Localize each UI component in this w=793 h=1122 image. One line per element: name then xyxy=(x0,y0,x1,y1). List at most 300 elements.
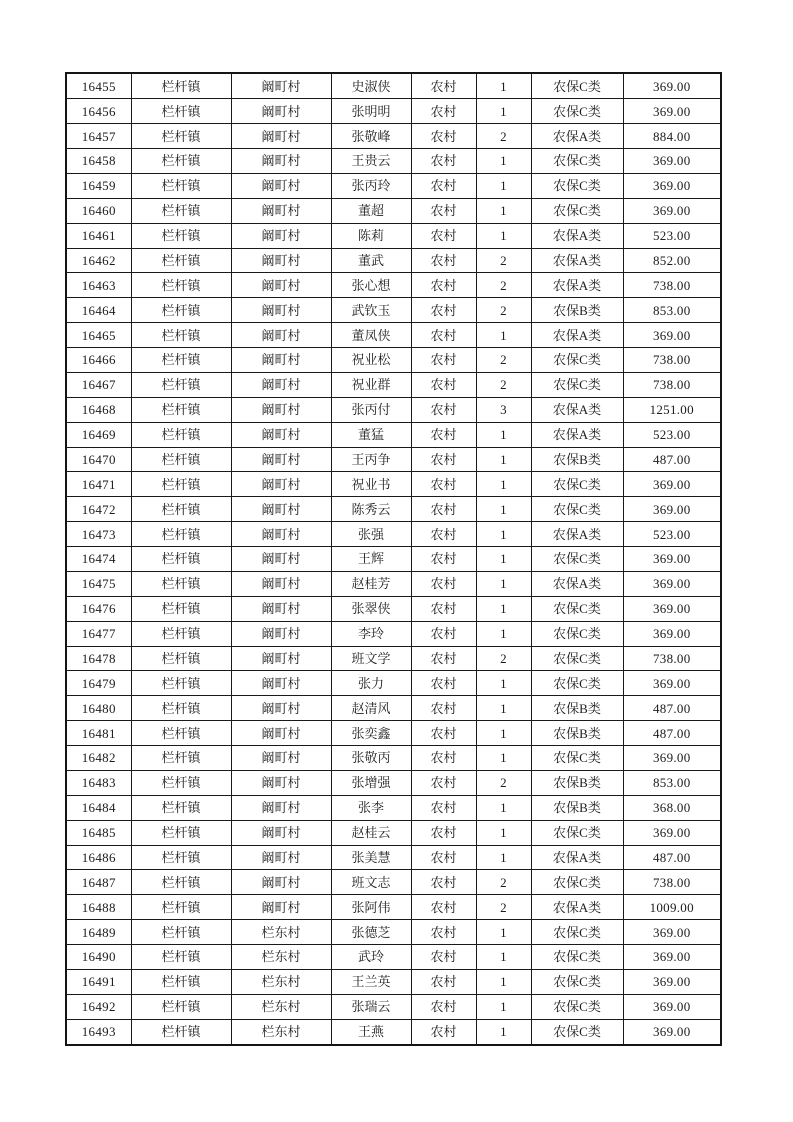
col-amount: 369.00 xyxy=(623,945,721,970)
col-category: 农保A类 xyxy=(531,223,623,248)
col-type: 农村 xyxy=(411,721,476,746)
col-count: 2 xyxy=(476,372,531,397)
col-count: 2 xyxy=(476,348,531,373)
col-id: 16455 xyxy=(66,73,131,99)
col-id: 16461 xyxy=(66,223,131,248)
table-row xyxy=(66,820,721,845)
col-name: 张翠侠 xyxy=(331,596,411,621)
col-id: 16482 xyxy=(66,746,131,771)
col-town: 栏杆镇 xyxy=(131,149,231,174)
col-name: 王兰英 xyxy=(331,969,411,994)
col-id: 16472 xyxy=(66,497,131,522)
col-village: 阚町村 xyxy=(231,621,331,646)
col-count: 1 xyxy=(476,945,531,970)
col-village: 阚町村 xyxy=(231,870,331,895)
table-row xyxy=(66,447,721,472)
col-count: 1 xyxy=(476,920,531,945)
col-name: 王贵云 xyxy=(331,149,411,174)
col-amount: 369.00 xyxy=(623,820,721,845)
col-name: 张阿伟 xyxy=(331,895,411,920)
col-count: 1 xyxy=(476,173,531,198)
col-count: 1 xyxy=(476,571,531,596)
col-type: 农村 xyxy=(411,522,476,547)
table-row xyxy=(66,149,721,174)
col-name: 张瑞云 xyxy=(331,994,411,1019)
col-name: 祝业松 xyxy=(331,348,411,373)
col-village: 阚町村 xyxy=(231,571,331,596)
col-name: 张敬丙 xyxy=(331,746,411,771)
col-amount: 369.00 xyxy=(623,596,721,621)
col-village: 阚町村 xyxy=(231,273,331,298)
col-village: 阚町村 xyxy=(231,721,331,746)
col-type: 农村 xyxy=(411,969,476,994)
col-category: 农保A类 xyxy=(531,571,623,596)
col-count: 2 xyxy=(476,770,531,795)
col-category: 农保C类 xyxy=(531,621,623,646)
col-amount: 369.00 xyxy=(623,920,721,945)
table-row xyxy=(66,173,721,198)
col-town: 栏杆镇 xyxy=(131,671,231,696)
table-row xyxy=(66,571,721,596)
col-name: 董猛 xyxy=(331,422,411,447)
table-row xyxy=(66,547,721,572)
table-row xyxy=(66,248,721,273)
col-type: 农村 xyxy=(411,124,476,149)
col-category: 农保C类 xyxy=(531,820,623,845)
col-village: 阚町村 xyxy=(231,770,331,795)
col-name: 张敬峰 xyxy=(331,124,411,149)
col-town: 栏杆镇 xyxy=(131,522,231,547)
col-name: 祝业群 xyxy=(331,372,411,397)
table-row xyxy=(66,522,721,547)
col-count: 1 xyxy=(476,596,531,621)
table-row xyxy=(66,348,721,373)
col-town: 栏杆镇 xyxy=(131,945,231,970)
col-count: 1 xyxy=(476,497,531,522)
col-type: 农村 xyxy=(411,372,476,397)
col-count: 1 xyxy=(476,223,531,248)
col-amount: 369.00 xyxy=(623,198,721,223)
col-category: 农保C类 xyxy=(531,920,623,945)
col-count: 2 xyxy=(476,273,531,298)
col-village: 阚町村 xyxy=(231,895,331,920)
table-row xyxy=(66,422,721,447)
col-name: 张力 xyxy=(331,671,411,696)
col-amount: 487.00 xyxy=(623,721,721,746)
col-town: 栏杆镇 xyxy=(131,895,231,920)
col-village: 阚町村 xyxy=(231,696,331,721)
col-town: 栏杆镇 xyxy=(131,447,231,472)
col-amount: 738.00 xyxy=(623,273,721,298)
col-village: 阚町村 xyxy=(231,397,331,422)
col-category: 农保C类 xyxy=(531,969,623,994)
col-village: 栏东村 xyxy=(231,1019,331,1045)
col-amount: 1251.00 xyxy=(623,397,721,422)
col-amount: 369.00 xyxy=(623,497,721,522)
col-amount: 487.00 xyxy=(623,696,721,721)
table-row xyxy=(66,746,721,771)
col-village: 阚町村 xyxy=(231,223,331,248)
col-count: 1 xyxy=(476,447,531,472)
col-village: 阚町村 xyxy=(231,323,331,348)
col-type: 农村 xyxy=(411,671,476,696)
col-village: 阚町村 xyxy=(231,596,331,621)
col-category: 农保A类 xyxy=(531,895,623,920)
col-type: 农村 xyxy=(411,870,476,895)
col-count: 1 xyxy=(476,1019,531,1045)
col-town: 栏杆镇 xyxy=(131,1019,231,1045)
col-name: 董凤侠 xyxy=(331,323,411,348)
col-town: 栏杆镇 xyxy=(131,173,231,198)
col-count: 1 xyxy=(476,696,531,721)
col-id: 16492 xyxy=(66,994,131,1019)
col-type: 农村 xyxy=(411,895,476,920)
table-row xyxy=(66,1019,721,1045)
col-amount: 738.00 xyxy=(623,372,721,397)
col-amount: 369.00 xyxy=(623,571,721,596)
table-row xyxy=(66,198,721,223)
col-name: 李玲 xyxy=(331,621,411,646)
col-town: 栏杆镇 xyxy=(131,348,231,373)
col-name: 张增强 xyxy=(331,770,411,795)
table-row xyxy=(66,845,721,870)
col-type: 农村 xyxy=(411,994,476,1019)
table-row xyxy=(66,994,721,1019)
col-type: 农村 xyxy=(411,770,476,795)
col-village: 栏东村 xyxy=(231,920,331,945)
col-id: 16480 xyxy=(66,696,131,721)
col-name: 张美慧 xyxy=(331,845,411,870)
col-name: 祝业书 xyxy=(331,472,411,497)
col-town: 栏杆镇 xyxy=(131,721,231,746)
col-amount: 369.00 xyxy=(623,472,721,497)
table-row xyxy=(66,945,721,970)
col-type: 农村 xyxy=(411,223,476,248)
col-town: 栏杆镇 xyxy=(131,198,231,223)
col-id: 16488 xyxy=(66,895,131,920)
col-type: 农村 xyxy=(411,571,476,596)
col-count: 1 xyxy=(476,422,531,447)
col-category: 农保B类 xyxy=(531,721,623,746)
col-type: 农村 xyxy=(411,497,476,522)
col-amount: 523.00 xyxy=(623,422,721,447)
col-type: 农村 xyxy=(411,248,476,273)
col-town: 栏杆镇 xyxy=(131,298,231,323)
col-town: 栏杆镇 xyxy=(131,920,231,945)
col-town: 栏杆镇 xyxy=(131,248,231,273)
col-town: 栏杆镇 xyxy=(131,99,231,124)
benefit-table-body xyxy=(66,73,721,1045)
col-name: 王辉 xyxy=(331,547,411,572)
col-town: 栏杆镇 xyxy=(131,73,231,99)
table-row xyxy=(66,124,721,149)
col-category: 农保C类 xyxy=(531,99,623,124)
table-row xyxy=(66,99,721,124)
col-amount: 369.00 xyxy=(623,99,721,124)
col-category: 农保B类 xyxy=(531,298,623,323)
col-count: 2 xyxy=(476,646,531,671)
col-amount: 369.00 xyxy=(623,323,721,348)
col-id: 16464 xyxy=(66,298,131,323)
col-village: 阚町村 xyxy=(231,149,331,174)
col-type: 农村 xyxy=(411,547,476,572)
table-row xyxy=(66,696,721,721)
col-type: 农村 xyxy=(411,397,476,422)
col-village: 栏东村 xyxy=(231,994,331,1019)
col-count: 1 xyxy=(476,522,531,547)
col-id: 16481 xyxy=(66,721,131,746)
table-row xyxy=(66,895,721,920)
col-town: 栏杆镇 xyxy=(131,273,231,298)
col-id: 16456 xyxy=(66,99,131,124)
col-name: 董超 xyxy=(331,198,411,223)
col-type: 农村 xyxy=(411,795,476,820)
col-id: 16485 xyxy=(66,820,131,845)
col-type: 农村 xyxy=(411,596,476,621)
table-row xyxy=(66,298,721,323)
col-type: 农村 xyxy=(411,173,476,198)
col-town: 栏杆镇 xyxy=(131,397,231,422)
col-village: 阚町村 xyxy=(231,73,331,99)
table-row xyxy=(66,397,721,422)
col-village: 栏东村 xyxy=(231,969,331,994)
col-amount: 369.00 xyxy=(623,149,721,174)
col-village: 阚町村 xyxy=(231,248,331,273)
col-category: 农保B类 xyxy=(531,770,623,795)
table-row xyxy=(66,646,721,671)
col-name: 武钦玉 xyxy=(331,298,411,323)
col-category: 农保C类 xyxy=(531,746,623,771)
col-type: 农村 xyxy=(411,149,476,174)
col-category: 农保C类 xyxy=(531,198,623,223)
col-amount: 523.00 xyxy=(623,522,721,547)
col-town: 栏杆镇 xyxy=(131,795,231,820)
col-town: 栏杆镇 xyxy=(131,323,231,348)
col-id: 16477 xyxy=(66,621,131,646)
col-count: 1 xyxy=(476,994,531,1019)
col-name: 张奕鑫 xyxy=(331,721,411,746)
col-count: 1 xyxy=(476,547,531,572)
col-name: 赵桂芳 xyxy=(331,571,411,596)
table-row xyxy=(66,795,721,820)
col-village: 阚町村 xyxy=(231,447,331,472)
col-name: 王丙争 xyxy=(331,447,411,472)
col-id: 16470 xyxy=(66,447,131,472)
col-count: 1 xyxy=(476,721,531,746)
col-town: 栏杆镇 xyxy=(131,621,231,646)
col-town: 栏杆镇 xyxy=(131,422,231,447)
col-amount: 369.00 xyxy=(623,173,721,198)
col-town: 栏杆镇 xyxy=(131,696,231,721)
col-name: 张李 xyxy=(331,795,411,820)
col-id: 16467 xyxy=(66,372,131,397)
col-count: 1 xyxy=(476,472,531,497)
col-type: 农村 xyxy=(411,621,476,646)
col-id: 16474 xyxy=(66,547,131,572)
col-type: 农村 xyxy=(411,273,476,298)
col-id: 16479 xyxy=(66,671,131,696)
col-town: 栏杆镇 xyxy=(131,820,231,845)
col-name: 陈莉 xyxy=(331,223,411,248)
col-amount: 738.00 xyxy=(623,870,721,895)
col-count: 1 xyxy=(476,671,531,696)
col-town: 栏杆镇 xyxy=(131,994,231,1019)
col-id: 16476 xyxy=(66,596,131,621)
col-count: 2 xyxy=(476,298,531,323)
col-type: 农村 xyxy=(411,472,476,497)
col-amount: 487.00 xyxy=(623,447,721,472)
col-amount: 853.00 xyxy=(623,770,721,795)
col-category: 农保C类 xyxy=(531,472,623,497)
col-type: 农村 xyxy=(411,920,476,945)
col-type: 农村 xyxy=(411,422,476,447)
col-town: 栏杆镇 xyxy=(131,571,231,596)
col-amount: 369.00 xyxy=(623,547,721,572)
col-count: 2 xyxy=(476,124,531,149)
table-row xyxy=(66,621,721,646)
col-type: 农村 xyxy=(411,646,476,671)
col-id: 16465 xyxy=(66,323,131,348)
col-category: 农保C类 xyxy=(531,173,623,198)
col-category: 农保C类 xyxy=(531,870,623,895)
col-type: 农村 xyxy=(411,73,476,99)
col-name: 董武 xyxy=(331,248,411,273)
col-name: 张强 xyxy=(331,522,411,547)
col-name: 张丙玲 xyxy=(331,173,411,198)
col-category: 农保C类 xyxy=(531,1019,623,1045)
col-type: 农村 xyxy=(411,323,476,348)
benefit-roster-table xyxy=(65,72,722,1046)
table-row xyxy=(66,920,721,945)
col-id: 16473 xyxy=(66,522,131,547)
col-id: 16483 xyxy=(66,770,131,795)
col-category: 农保C类 xyxy=(531,372,623,397)
col-count: 1 xyxy=(476,99,531,124)
col-count: 1 xyxy=(476,820,531,845)
col-town: 栏杆镇 xyxy=(131,646,231,671)
col-category: 农保A类 xyxy=(531,248,623,273)
col-village: 阚町村 xyxy=(231,198,331,223)
col-village: 阚町村 xyxy=(231,547,331,572)
col-amount: 369.00 xyxy=(623,969,721,994)
col-town: 栏杆镇 xyxy=(131,497,231,522)
col-id: 16458 xyxy=(66,149,131,174)
col-village: 阚町村 xyxy=(231,124,331,149)
col-village: 阚町村 xyxy=(231,820,331,845)
col-id: 16478 xyxy=(66,646,131,671)
col-type: 农村 xyxy=(411,198,476,223)
table-row xyxy=(66,671,721,696)
col-count: 2 xyxy=(476,248,531,273)
col-town: 栏杆镇 xyxy=(131,223,231,248)
col-category: 农保C类 xyxy=(531,945,623,970)
col-town: 栏杆镇 xyxy=(131,372,231,397)
col-count: 1 xyxy=(476,969,531,994)
col-town: 栏杆镇 xyxy=(131,845,231,870)
col-category: 农保C类 xyxy=(531,149,623,174)
col-amount: 369.00 xyxy=(623,746,721,771)
table-row xyxy=(66,721,721,746)
col-type: 农村 xyxy=(411,348,476,373)
col-count: 1 xyxy=(476,795,531,820)
col-type: 农村 xyxy=(411,447,476,472)
col-id: 16459 xyxy=(66,173,131,198)
col-id: 16486 xyxy=(66,845,131,870)
col-village: 阚町村 xyxy=(231,497,331,522)
col-town: 栏杆镇 xyxy=(131,472,231,497)
col-category: 农保A类 xyxy=(531,397,623,422)
col-id: 16468 xyxy=(66,397,131,422)
col-category: 农保A类 xyxy=(531,522,623,547)
col-category: 农保A类 xyxy=(531,422,623,447)
table-row xyxy=(66,472,721,497)
col-type: 农村 xyxy=(411,945,476,970)
table-row xyxy=(66,969,721,994)
col-category: 农保B类 xyxy=(531,696,623,721)
col-id: 16457 xyxy=(66,124,131,149)
col-type: 农村 xyxy=(411,1019,476,1045)
col-type: 农村 xyxy=(411,820,476,845)
col-category: 农保B类 xyxy=(531,447,623,472)
table-row xyxy=(66,372,721,397)
col-count: 1 xyxy=(476,198,531,223)
col-id: 16471 xyxy=(66,472,131,497)
col-category: 农保A类 xyxy=(531,273,623,298)
col-village: 栏东村 xyxy=(231,945,331,970)
col-village: 阚町村 xyxy=(231,298,331,323)
col-name: 武玲 xyxy=(331,945,411,970)
col-name: 张明明 xyxy=(331,99,411,124)
col-village: 阚町村 xyxy=(231,348,331,373)
col-amount: 369.00 xyxy=(623,671,721,696)
col-id: 16466 xyxy=(66,348,131,373)
col-town: 栏杆镇 xyxy=(131,124,231,149)
col-category: 农保A类 xyxy=(531,323,623,348)
col-amount: 852.00 xyxy=(623,248,721,273)
col-amount: 738.00 xyxy=(623,348,721,373)
table-row xyxy=(66,870,721,895)
col-category: 农保C类 xyxy=(531,547,623,572)
col-count: 1 xyxy=(476,73,531,99)
col-id: 16487 xyxy=(66,870,131,895)
col-amount: 369.00 xyxy=(623,73,721,99)
col-village: 阚町村 xyxy=(231,671,331,696)
col-village: 阚町村 xyxy=(231,746,331,771)
col-count: 2 xyxy=(476,895,531,920)
col-name: 张心想 xyxy=(331,273,411,298)
col-type: 农村 xyxy=(411,696,476,721)
col-type: 农村 xyxy=(411,298,476,323)
col-amount: 369.00 xyxy=(623,994,721,1019)
col-category: 农保C类 xyxy=(531,348,623,373)
col-village: 阚町村 xyxy=(231,99,331,124)
table-row xyxy=(66,770,721,795)
col-name: 张丙付 xyxy=(331,397,411,422)
col-category: 农保C类 xyxy=(531,646,623,671)
col-town: 栏杆镇 xyxy=(131,870,231,895)
col-town: 栏杆镇 xyxy=(131,969,231,994)
table-row xyxy=(66,73,721,99)
col-amount: 369.00 xyxy=(623,621,721,646)
col-name: 赵桂云 xyxy=(331,820,411,845)
table-row xyxy=(66,596,721,621)
col-type: 农村 xyxy=(411,746,476,771)
col-village: 阚町村 xyxy=(231,372,331,397)
col-category: 农保C类 xyxy=(531,596,623,621)
col-town: 栏杆镇 xyxy=(131,746,231,771)
col-id: 16469 xyxy=(66,422,131,447)
col-name: 王燕 xyxy=(331,1019,411,1045)
